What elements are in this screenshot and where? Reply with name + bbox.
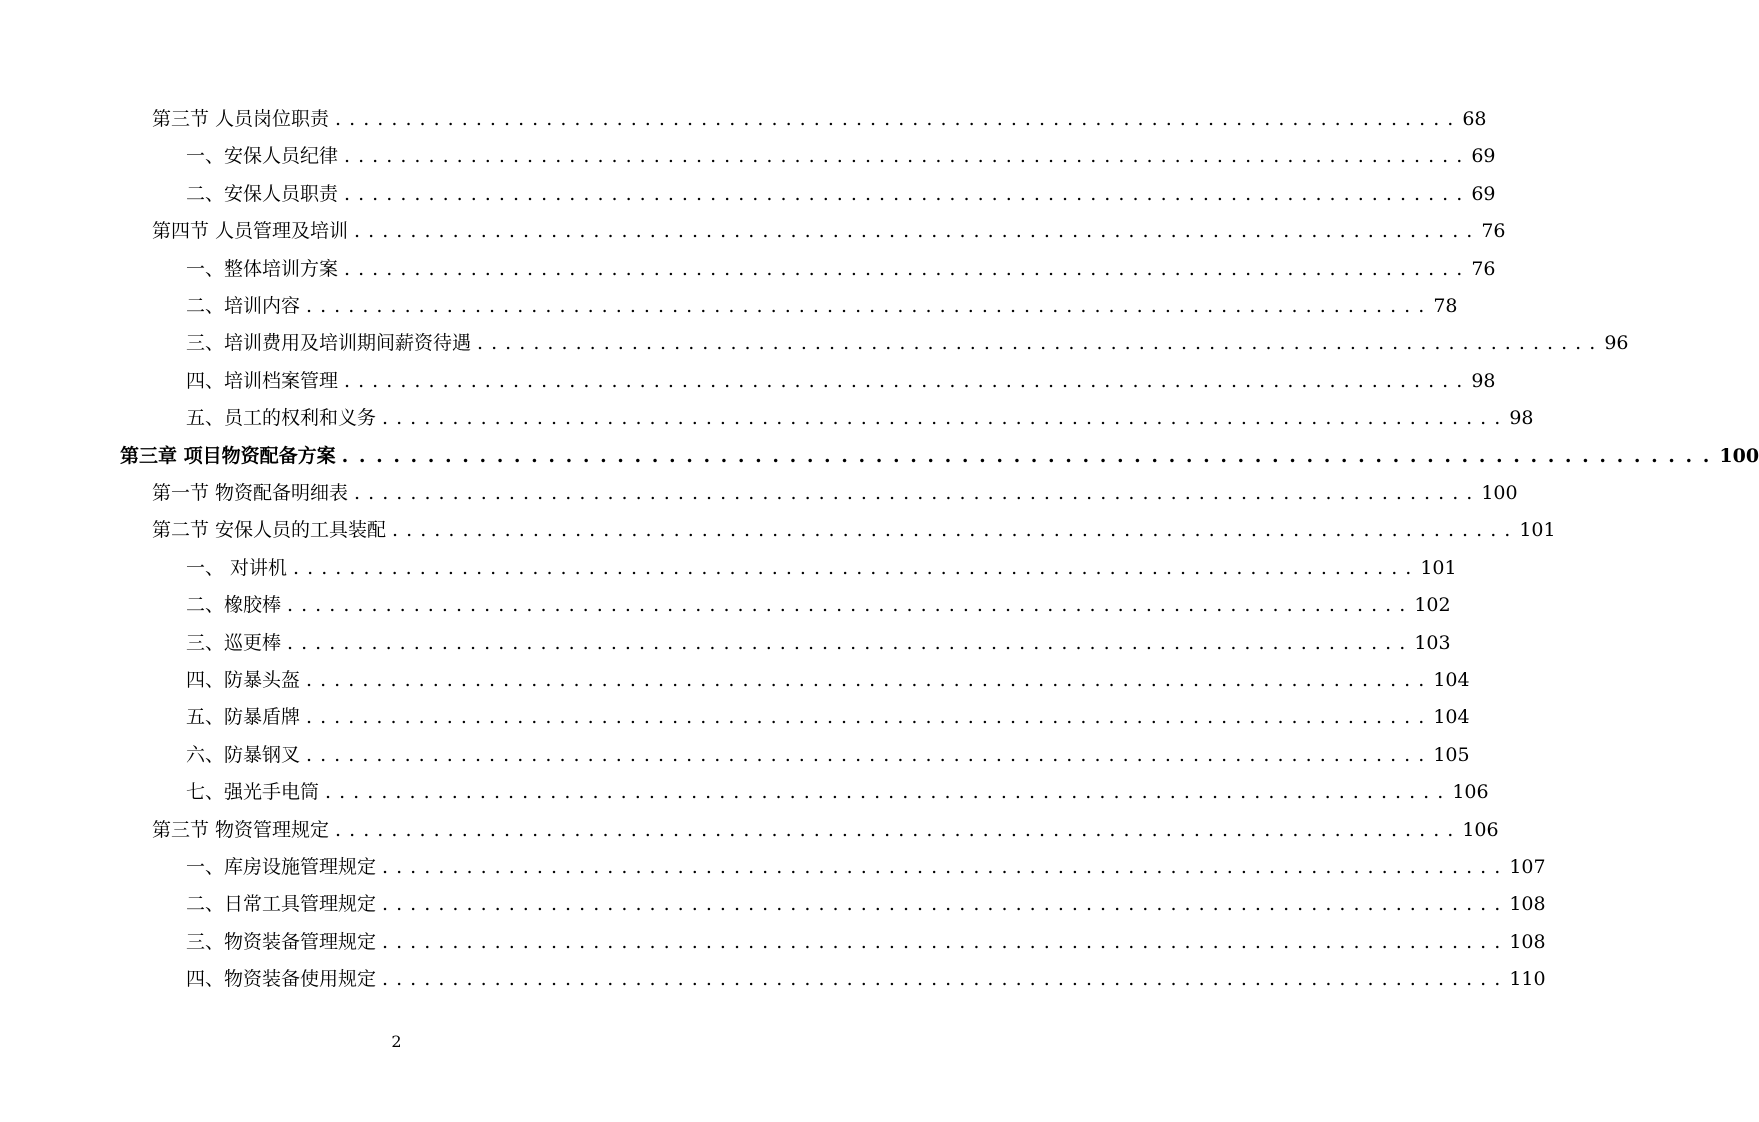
toc-entry-label: 第三节 物资管理规定 <box>152 819 330 841</box>
toc-entry-page: 102 <box>1414 594 1451 616</box>
toc-entry[interactable] <box>186 665 1470 695</box>
toc-entry-page: 108 <box>1509 893 1546 915</box>
toc-leader-dots: . . . . . . . . . . . . . . . . . . . . . . . . . . . . . . . . . . . . . . . . . . . . . . . . . . . . . . . . . . . . . . . . . . . . . . . . . . . . . . . . <box>293 557 1413 579</box>
toc-entry[interactable] <box>152 104 1487 134</box>
toc-entry-page: 68 <box>1462 108 1487 130</box>
toc-entry-label: 二、橡胶棒 <box>186 594 282 616</box>
toc-entry-label: 第二节 安保人员的工具装配 <box>152 519 387 541</box>
toc-entry-page: 69 <box>1471 183 1496 205</box>
toc-entry-label: 七、强光手电筒 <box>186 781 320 803</box>
toc-entry-page: 96 <box>1604 332 1629 354</box>
toc-leader-dots: . . . . . . . . . . . . . . . . . . . . . . . . . . . . . . . . . . . . . . . . . . . . . . . . . . . . . . . . . . . . . . . . . . . . . . . . . . . . . . . . <box>344 145 1464 167</box>
toc-entry[interactable] <box>186 740 1470 770</box>
toc-entry[interactable] <box>186 328 1629 358</box>
toc-leader-dots: . . . . . . . . . . . . . . . . . . . . . . . . . . . . . . . . . . . . . . . . . . . . . . . . . . . . . . . . . . . . . . . . . . . . . . . . . . . . . . . . <box>354 482 1474 504</box>
toc-entry[interactable] <box>186 964 1546 994</box>
toc-leader-dots: . . . . . . . . . . . . . . . . . . . . . . . . . . . . . . . . . . . . . . . . . . . . . . . . . . . . . . . . . . . . . . . . . . . . . . . . . . . . . . . . <box>392 519 1512 541</box>
toc-entry-page: 106 <box>1462 819 1499 841</box>
toc-entry[interactable] <box>186 889 1546 919</box>
toc-entry-label: 第三章 项目物资配备方案 <box>120 445 336 467</box>
toc-leader-dots: . . . . . . . . . . . . . . . . . . . . . . . . . . . . . . . . . . . . . . . . . . . . . . . . . . . . . . . . . . . . . . . . . . . . . . . . . . . . . . . . <box>325 781 1445 803</box>
toc-entry-page: 76 <box>1481 220 1506 242</box>
toc-entry[interactable] <box>186 179 1496 209</box>
toc-entry-page: 101 <box>1519 519 1556 541</box>
toc-entry-page: 104 <box>1433 706 1470 728</box>
toc-entry[interactable] <box>186 403 1534 433</box>
toc-entry-label: 四、物资装备使用规定 <box>186 968 377 990</box>
toc-leader-dots: . . . . . . . . . . . . . . . . . . . . . . . . . . . . . . . . . . . . . . . . . . . . . . . . . . . . . . . . . . . . . . . . . . . . . . . . . . . . . . . . <box>306 295 1426 317</box>
toc-entry-label: 三、培训费用及培训期间薪资待遇 <box>186 332 472 354</box>
toc-leader-dots: . . . . . . . . . . . . . . . . . . . . . . . . . . . . . . . . . . . . . . . . . . . . . . . . . . . . . . . . . . . . . . . . . . . . . . . . . . . . . . . . <box>335 108 1455 130</box>
toc-entry-label: 四、培训档案管理 <box>186 370 339 392</box>
toc-entry-page: 104 <box>1433 669 1470 691</box>
toc-entry-label: 一、 对讲机 <box>186 557 288 579</box>
toc-entry[interactable] <box>186 254 1496 284</box>
toc-entry[interactable] <box>152 478 1518 508</box>
toc-leader-dots: . . . . . . . . . . . . . . . . . . . . . . . . . . . . . . . . . . . . . . . . . . . . . . . . . . . . . . . . . . . . . . . . . . . . . . . . . . . . . . . . <box>382 407 1502 429</box>
toc-entry-page: 69 <box>1471 145 1496 167</box>
toc-entry-page: 107 <box>1509 856 1546 878</box>
toc-entry-page: 108 <box>1509 931 1546 953</box>
toc-entry-label: 二、日常工具管理规定 <box>186 893 377 915</box>
toc-entry[interactable] <box>152 815 1499 845</box>
toc-entry[interactable] <box>186 777 1489 807</box>
page-number: 2 <box>391 1032 402 1051</box>
toc-entry[interactable] <box>186 702 1470 732</box>
toc-leader-dots: . . . . . . . . . . . . . . . . . . . . . . . . . . . . . . . . . . . . . . . . . . . . . . . . . . . . . . . . . . . . . . . . . . . . . . . . . . . . . . . . <box>382 968 1502 990</box>
toc-entry-page: 76 <box>1471 258 1496 280</box>
toc-leader-dots: . . . . . . . . . . . . . . . . . . . . . . . . . . . . . . . . . . . . . . . . . . . . . . . . . . . . . . . . . . . . . . . . . . . . . . . . . . . . . . . . <box>354 220 1474 242</box>
toc-entry-label: 六、防暴钢叉 <box>186 744 301 766</box>
toc-entry[interactable] <box>186 590 1451 620</box>
toc-entry[interactable] <box>186 553 1457 583</box>
toc-entry-page: 98 <box>1509 407 1534 429</box>
toc-leader-dots: . . . . . . . . . . . . . . . . . . . . . . . . . . . . . . . . . . . . . . . . . . . . . . . . . . . . . . . . . . . . . . . . . . . . . . . . . . . . . . . . <box>477 332 1597 354</box>
toc-leader-dots: . . . . . . . . . . . . . . . . . . . . . . . . . . . . . . . . . . . . . . . . . . . . . . . . . . . . . . . . . . . . . . . . . . . . . . . . . . . . . . . . <box>306 669 1426 691</box>
toc-entry-label: 三、巡更棒 <box>186 632 282 654</box>
toc-leader-dots: . . . . . . . . . . . . . . . . . . . . . . . . . . . . . . . . . . . . . . . . . . . . . . . . . . . . . . . . . . . . . . . . . . . . . . . . . . . . . . . . <box>306 706 1426 728</box>
toc-leader-dots: . . . . . . . . . . . . . . . . . . . . . . . . . . . . . . . . . . . . . . . . . . . . . . . . . . . . . . . . . . . . . . . . . . . . . . . . . . . . . . . . <box>382 893 1502 915</box>
toc-entry-label: 五、员工的权利和义务 <box>186 407 377 429</box>
toc-entry-page: 106 <box>1452 781 1489 803</box>
toc-leader-dots: . . . . . . . . . . . . . . . . . . . . . . . . . . . . . . . . . . . . . . . . . . . . . . . . . . . . . . . . . . . . . . . . . . . . . . . . . . . . . . . . <box>335 819 1455 841</box>
toc-leader-dots: . . . . . . . . . . . . . . . . . . . . . . . . . . . . . . . . . . . . . . . . . . . . . . . . . . . . . . . . . . . . . . . . . . . . . . . . . . . . . . . . <box>382 931 1502 953</box>
toc-leader-dots: . . . . . . . . . . . . . . . . . . . . . . . . . . . . . . . . . . . . . . . . . . . . . . . . . . . . . . . . . . . . . . . . . . . . . . . . . . . . . . . . <box>382 856 1502 878</box>
toc-entry-label: 二、安保人员职责 <box>186 183 339 205</box>
toc-entry-page: 98 <box>1471 370 1496 392</box>
toc-leader-dots: . . . . . . . . . . . . . . . . . . . . . . . . . . . . . . . . . . . . . . . . . . . . . . . . . . . . . . . . . . . . . . . . . . . . . . . . . . . . . . . . <box>287 632 1407 654</box>
toc-entry[interactable] <box>152 515 1556 545</box>
toc-entry-label: 一、安保人员纪律 <box>186 145 339 167</box>
toc-entry-label: 一、库房设施管理规定 <box>186 856 377 878</box>
toc-entry-label: 第三节 人员岗位职责 <box>152 108 330 130</box>
toc-entry[interactable] <box>186 366 1496 396</box>
toc-entry-label: 二、培训内容 <box>186 295 301 317</box>
toc-leader-dots: . . . . . . . . . . . . . . . . . . . . . . . . . . . . . . . . . . . . . . . . . . . . . . . . . . . . . . . . . . . . . . . . . . . . . . . . . . . . . . . . <box>344 370 1464 392</box>
toc-entry-page: 103 <box>1414 632 1451 654</box>
toc-entry-page: 100 <box>1481 482 1518 504</box>
toc-entry-label: 一、整体培训方案 <box>186 258 339 280</box>
toc-entry-page: 100 <box>1719 445 1759 467</box>
toc-entry-page: 110 <box>1509 968 1546 990</box>
toc-entry[interactable] <box>152 216 1506 246</box>
toc-leader-dots: . . . . . . . . . . . . . . . . . . . . . . . . . . . . . . . . . . . . . . . . . . . . . . . . . . . . . . . . . . . . . . . . . . . . . . . . . . . . . . . . <box>287 594 1407 616</box>
toc-entry[interactable] <box>186 628 1451 658</box>
toc-leader-dots: . . . . . . . . . . . . . . . . . . . . . . . . . . . . . . . . . . . . . . . . . . . . . . . . . . . . . . . . . . . . . . . . . . . . . . . . . . . . . . . . <box>341 445 1712 467</box>
toc-entry[interactable] <box>120 441 1759 471</box>
toc-entry[interactable] <box>186 141 1496 171</box>
toc-entry[interactable] <box>186 852 1546 882</box>
toc-leader-dots: . . . . . . . . . . . . . . . . . . . . . . . . . . . . . . . . . . . . . . . . . . . . . . . . . . . . . . . . . . . . . . . . . . . . . . . . . . . . . . . . <box>344 183 1464 205</box>
toc-leader-dots: . . . . . . . . . . . . . . . . . . . . . . . . . . . . . . . . . . . . . . . . . . . . . . . . . . . . . . . . . . . . . . . . . . . . . . . . . . . . . . . . <box>344 258 1464 280</box>
toc-entry-page: 78 <box>1433 295 1458 317</box>
toc-entry-label: 三、物资装备管理规定 <box>186 931 377 953</box>
toc-entry-label: 五、防暴盾牌 <box>186 706 301 728</box>
toc-entry-page: 105 <box>1433 744 1470 766</box>
toc-entry[interactable] <box>186 927 1546 957</box>
toc-leader-dots: . . . . . . . . . . . . . . . . . . . . . . . . . . . . . . . . . . . . . . . . . . . . . . . . . . . . . . . . . . . . . . . . . . . . . . . . . . . . . . . . <box>306 744 1426 766</box>
toc-entry-label: 第四节 人员管理及培训 <box>152 220 349 242</box>
toc-entry-label: 四、防暴头盔 <box>186 669 301 691</box>
toc-entry-page: 101 <box>1420 557 1457 579</box>
toc-entry-label: 第一节 物资配备明细表 <box>152 482 349 504</box>
toc-entry[interactable] <box>186 291 1458 321</box>
